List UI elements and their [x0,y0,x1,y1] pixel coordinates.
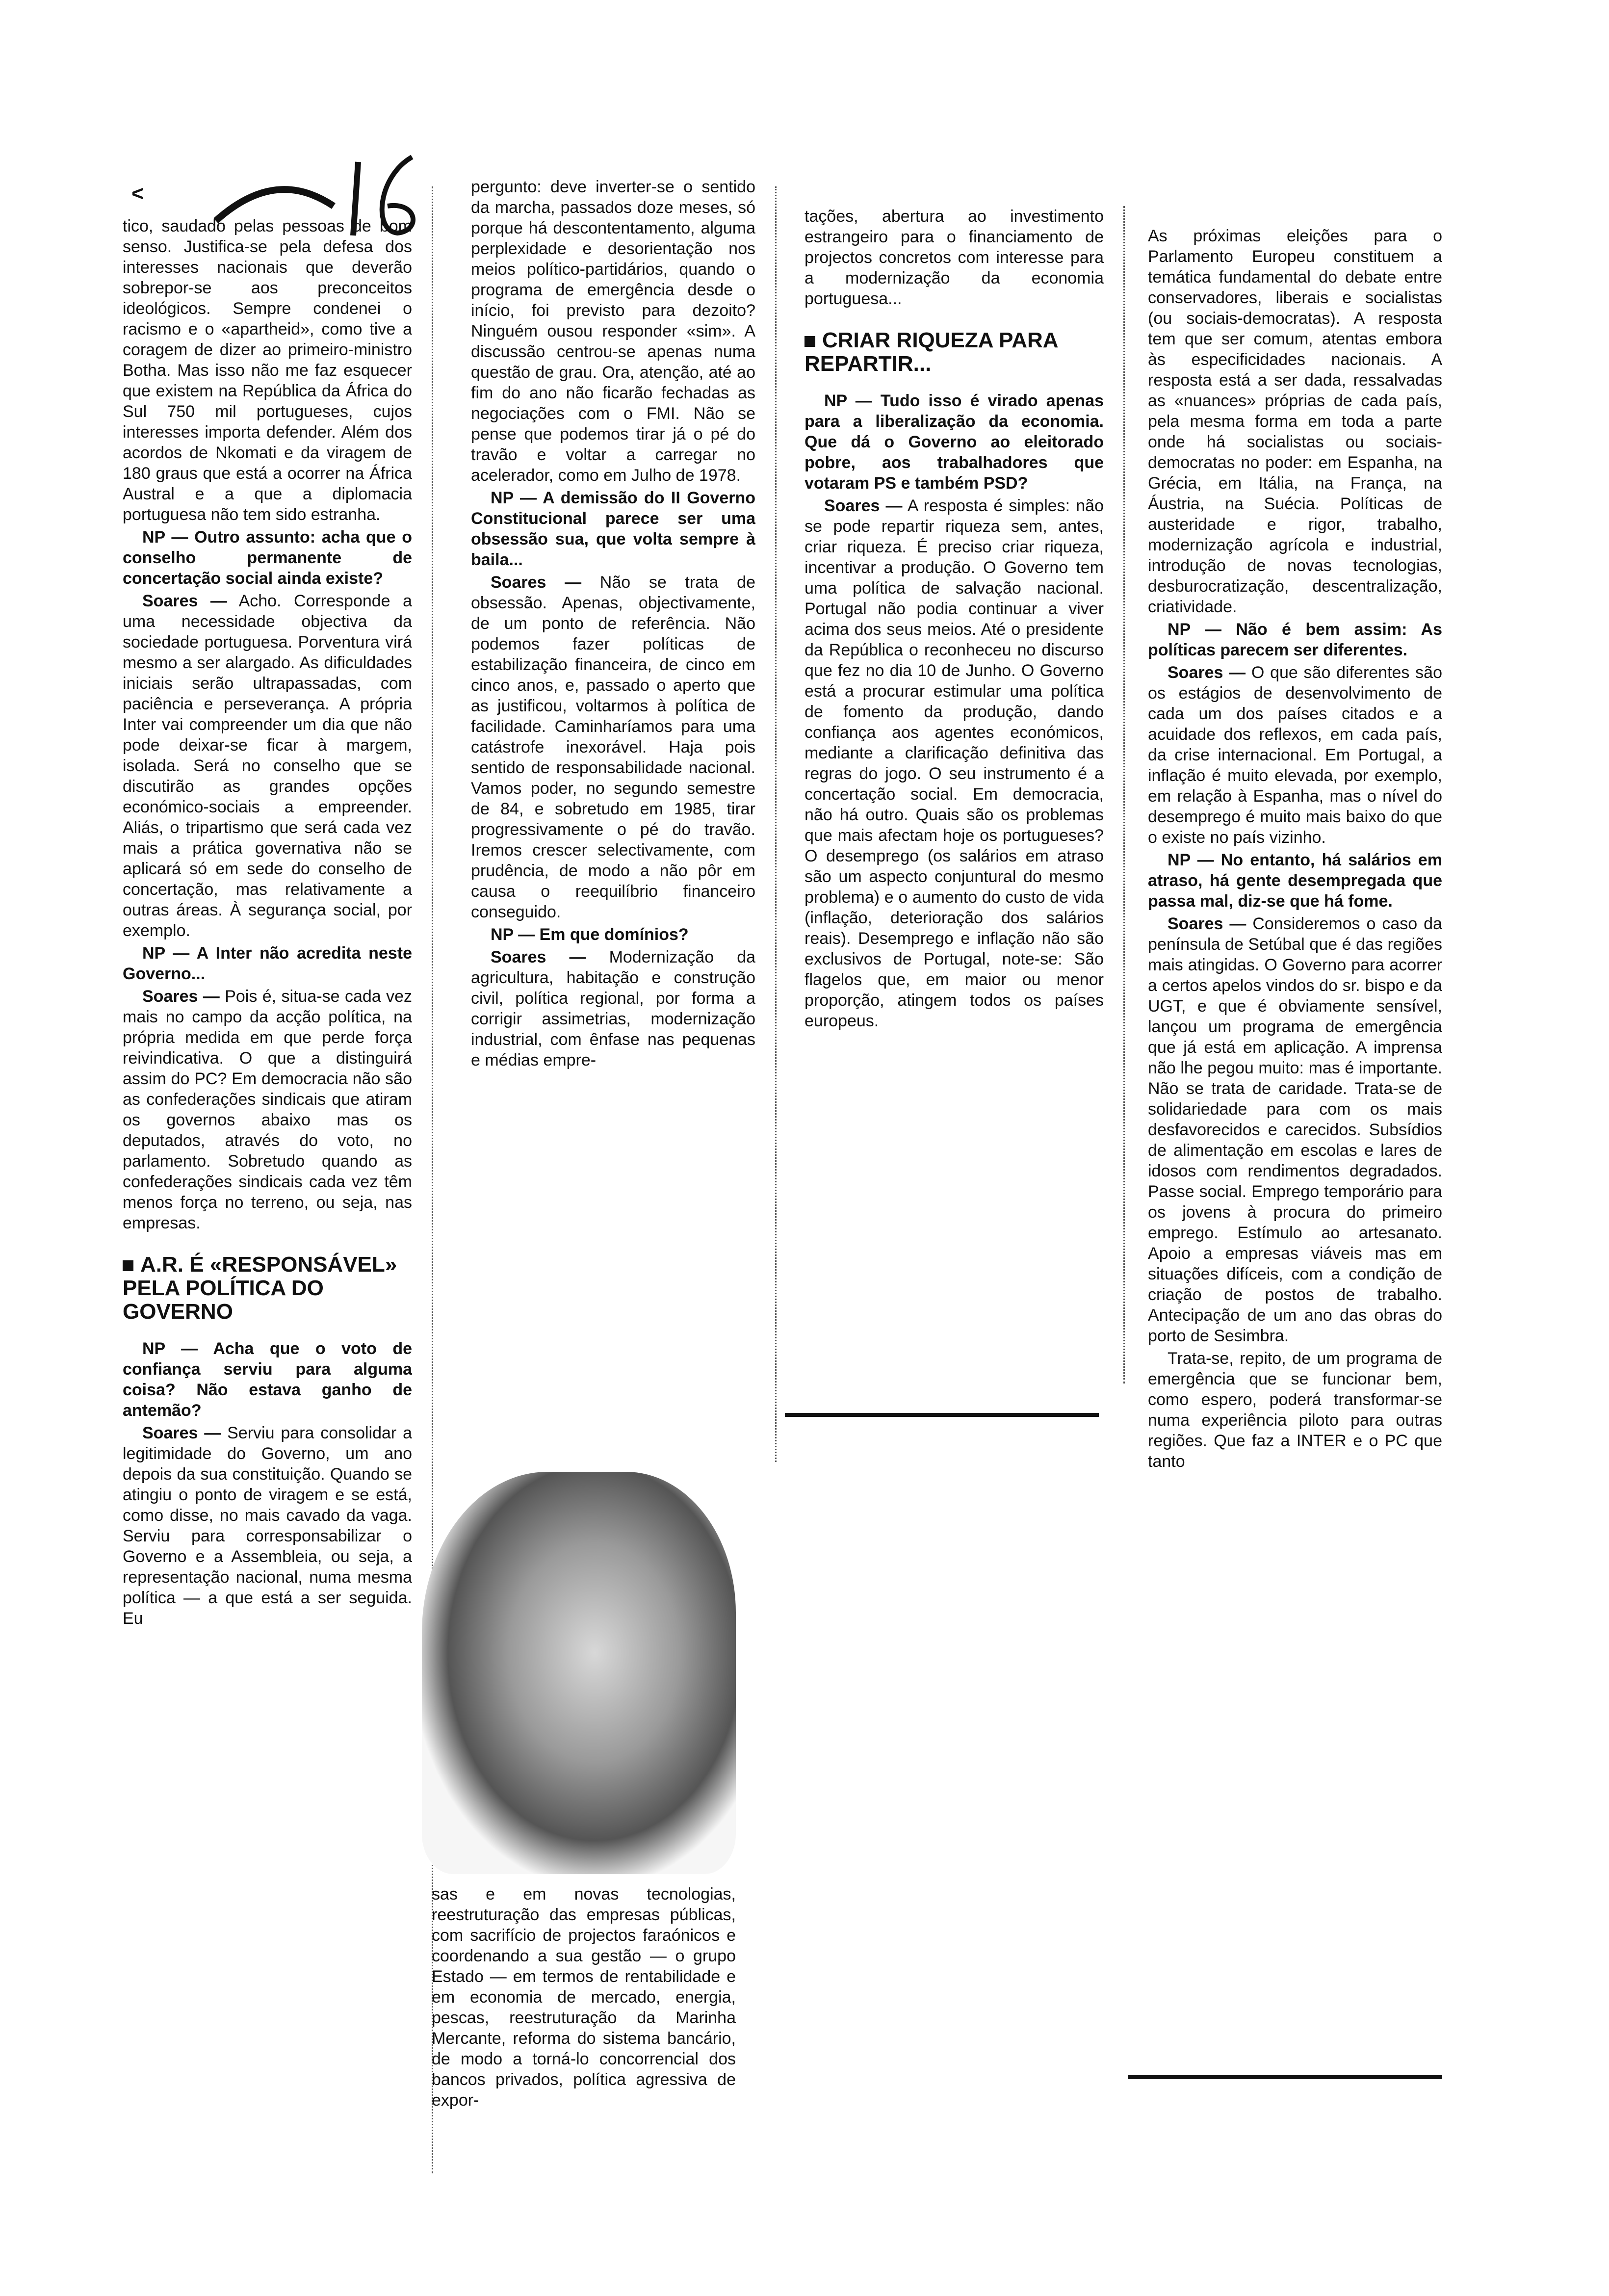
page-arrow: < [131,182,144,206]
answer [123,986,412,1233]
column-2-continued [432,1884,736,2227]
question [1148,850,1442,912]
question-text: Tudo isso é virado apenas para a liberalização da economia. Que dá o Governo ao eleitorado pobre, aos trabalhadores que votaram PS e também PSD? [804,391,1104,493]
col3-paragraph: tações, abertura ao investimento estrangeiro para o financiamento de projectos concretos com interesse para a modernização da economia portuguesa... [804,207,1104,308]
answer-text: Serviu para consolidar a legitimidade do Governo, um ano depois da sua constituição. Quando se atingiu o ponto de viragem e se está, como disse, no mais cavado da vaga. Serviu para corresponsabilizar o Governo e a Assembleia, ou seja, a representação nacional, numa mesma política — a que está a ser seguida. Eu [123,1424,412,1628]
section-heading [804,329,1104,376]
question [123,943,412,984]
heading-bullet [123,1260,133,1271]
col2-paragraph: pergunto: deve inverter-se o sentido da marcha, passados doze meses, só porque há descontentamento, alguma perplexidade e desorientação nos meios político-partidários, quando o programa de emergência desde o início, foi previsto para dezoito? Ninguém ousou responder «sim». A discussão centrou-se apenas numa questão de grau. Ora, atenção, até ao fim do ano não ficarão fechadas as negociações com o FMI. Não se pense que podemos tirar já o pé do travão e voltar a carregar no acelerador, como em Julho de 1978. [471,178,755,485]
answer [471,947,755,1070]
answer-text: Pois é, situa-se cada vez mais no campo da acção política, na própria medida em que perde força reivindicativa. O que a distinguirá assim do PC? Em democracia não são as confederações sindicais que atiram os governos abaixo mas os deputados, através do voto, no parlamento. Sobretudo quando as confederações sindicais cada vez têm menos força no terreno, ou seja, nas empresas. [123,987,412,1232]
closing-paragraph: Trata-se, repito, de um programa de emergência que se funcionar bem, como espero, poderá transformar-se numa experiência piloto para outras regiões. Que faz a INTER e o PC que tanto [1148,1349,1442,1471]
answer [471,572,755,922]
column-divider [1123,206,1125,1383]
column-4 [1148,226,1442,2070]
interviewer-tag: NP — [142,1339,198,1358]
answer [1148,662,1442,848]
column-1 [123,216,412,2296]
speaker-tag: Soares — [491,948,586,966]
answer-continued: sas e em novas tecnologias, reestruturação das empresas públicas, com sacrifício de projectos faraónicos e coordenando a sua gestão — o grupo Estado — em termos de rentabilidade e em economia de mercado, energia, pescas, reestruturação da Marinha Mercante, reforma do sistema bancário, de modo a torná-lo concorrencial dos bancos privados, política agressiva de expor- [432,1885,736,2110]
col1-paragraph: tico, saudado pelas pessoas de bom senso. Justifica-se pela defesa dos interesses nacionais que deverão sobrepor-se aos preconceitos ideológicos. Sempre condenei o racismo e o «apartheid», como tive a coragem de dizer ao primeiro-ministro Botha. Mas isso não me faz esquecer que existem na República da África do Sul 750 mil portugueses, cujos interesses importa defender. Além dos acordos de Nkomati e da viragem de 180 graus que está a ocorrer na África Austral e a que a diplomacia portuguesa não tem sido estranha. [123,217,412,524]
answer [1148,913,1442,1346]
question [471,924,755,945]
speaker-tag: Soares — [142,1424,221,1442]
portrait-photo [422,1472,736,1874]
heading-bullet [804,336,815,347]
section-heading [123,1253,412,1324]
interviewer-tag: NP — [824,391,872,410]
question [804,391,1104,494]
answer-text: Modernização da agricultura, habitação e construção civil, política regional, por forma a corrigir assimetrias, modernização industrial, com ênfase nas pequenas e médias empre- [471,948,755,1070]
answer [804,496,1104,1031]
question [123,527,412,589]
speaker-tag: Soares — [142,592,227,610]
column-3 [804,206,1104,1423]
column-2 [471,177,755,1462]
column-end-rule [785,1413,1099,1417]
question-text: A Inter não acredita neste Governo... [123,944,412,983]
speaker-tag: Soares — [142,987,220,1006]
answer-text: A resposta é simples: não se pode repartir riqueza sem, antes, criar riqueza. É preciso criar riqueza, incentivar a produção. O Governo tem uma política de salvação nacional. Portugal não podia continuar a viver acima dos seus meios. Até o presidente da República o reconheceu no discurso que fez no dia 10 de Junho. O Governo está a procurar estimular uma política de fomento da produção, dando confiança aos agentes económicos, mediante a clarificação definitiva das regras do jogo. O seu instrumento é a concertação social. Em democracia, não há outro. Quais são os problemas que mais afectam hoje os portugueses? O desemprego (os salários em atraso são um aspecto conjuntural do mesmo problema) e o aumento do custo de vida (inflação, deterioração dos salários reais). Desemprego e inflação não são exclusivos de Portugal, note-se: São flagelos que, em maior ou menor proporção, atingem todos os países europeus. [804,496,1104,1030]
interviewer-tag: NP — [491,489,537,507]
answer [123,591,412,941]
answer-text: Consideremos o caso da península de Setúbal que é das regiões mais atingidas. O Governo para acorrer a certos apelos vindos do sr. bispo e da UGT, e que é obviamente sensível, lançou um programa de emergência que já está em aplicação. A imprensa não lhe pegou muito: mas é importante. Não se trata de caridade. Trata-se de solidariedade para com os mais desfavorecidos e carecidos. Subsídios de alimentação em escolas e lares de idosos com rendimentos degradados. Passe social. Emprego temporário para os jovens à procura do primeiro emprego. Estímulo ao artesanato. Apoio a empresas viáveis mas em situações difíceis, com a condição de criação de postos de trabalho. Antecipação de um ano das obras do porto de Sesimbra. [1148,914,1442,1345]
answer-text: Acho. Corresponde a uma necessidade objectiva da sociedade portuguesa. Porventura virá mesmo a ser alargado. As dificuldades iniciais serão ultrapassadas, com paciência e perseverança. A própria Inter vai compreender um dia que não pode deixar-se ficar à margem, isolada. Será no conselho que se discutirão as grandes opções económico-sociais a empreender. Aliás, o tripartismo que será cada vez mais a prática governativa não se aplicará só em sede do conselho de concertação, mas relativamente a outras áreas. À segurança social, por exemplo. [123,592,412,940]
question-text: Não é bem assim: As políticas parecem ser diferentes. [1148,620,1442,659]
question [1148,619,1442,660]
interviewer-tag: NP — [1168,851,1214,869]
column-divider [432,186,433,2173]
heading-text: CRIAR RIQUEZA PARA REPARTIR... [804,328,1058,376]
speaker-tag: Soares — [491,573,582,592]
speaker-tag: Soares — [1168,663,1246,682]
speaker-tag: Soares — [824,496,903,515]
answer-text: O que são diferentes são os estágios de desenvolvimento de cada um dos países citados e a acuidade dos reflexos, em cada país, da crise internacional. Em Portugal, a inflação é muito elevada, por exemplo, em relação à Espanha, mas o nível do desemprego é muito mais baixo do que o existe no país vizinho. [1148,663,1442,847]
interviewer-tag: NP — [142,944,190,963]
interviewer-tag: NP — [1168,620,1222,639]
column-end-rule [1128,2075,1442,2079]
heading-text: A.R. É «RESPONSÁVEL» PELA POLÍTICA DO GOVERNO [123,1252,397,1324]
answer [123,1423,412,1629]
interviewer-tag: NP — [142,528,188,547]
question-text: Outro assunto: acha que o conselho permanente de concertação social ainda existe? [123,528,412,588]
answer-text: Não se trata de obsessão. Apenas, objectivamente, de um ponto de referência. Não podemos fazer políticas de estabilização financeira, de cinco em cinco anos, e, passado o aperto que as justificou, voltarmos à política de facilidade. Caminharíamos para uma catástrofe inexorável. Haja pois sentido de responsabilidade nacional. Vamos poder, no segundo semestre de 84, e sobretudo em 1985, tirar progressivamente o pé do travão. Iremos crescer selectivamente, com prudência, de modo a não pôr em causa o reequilíbrio financeiro conseguido. [471,573,755,921]
interviewer-tag: NP — [491,925,535,944]
question-text: Em que domínios? [539,925,689,944]
question [471,488,755,570]
column-divider [775,186,777,1462]
col4-paragraph: As próximas eleições para o Parlamento Europeu constituem a temática fundamental do debate entre conservadores, liberais e socialistas (ou sociais-democratas). A resposta tem que ser comum, atentas embora às especificidades nacionais. A resposta está a ser dada, ressalvadas as «nuances» próprias de cada país, pela mesma forma em toda a parte onde há socialistas ou sociais-democratas no poder: em Espanha, na Grécia, em Itália, na França, na Áustria, na Suécia. Políticas de austeridade e rigor, trabalho, modernização agrícola e industrial, introdução de novas tecnologias, desburocratização, descentralização, criatividade. [1148,227,1442,616]
question-text: No entanto, há salários em atraso, há gente desempregada que passa mal, diz-se que há fome. [1148,851,1442,911]
question-text: Acha que o voto de confiança serviu para alguma coisa? Não estava ganho de antemão? [123,1339,412,1420]
question [123,1338,412,1421]
speaker-tag: Soares — [1168,914,1246,933]
question-text: A demissão do II Governo Constitucional parece ser uma obsessão sua, que volta sempre à baila... [471,489,755,569]
